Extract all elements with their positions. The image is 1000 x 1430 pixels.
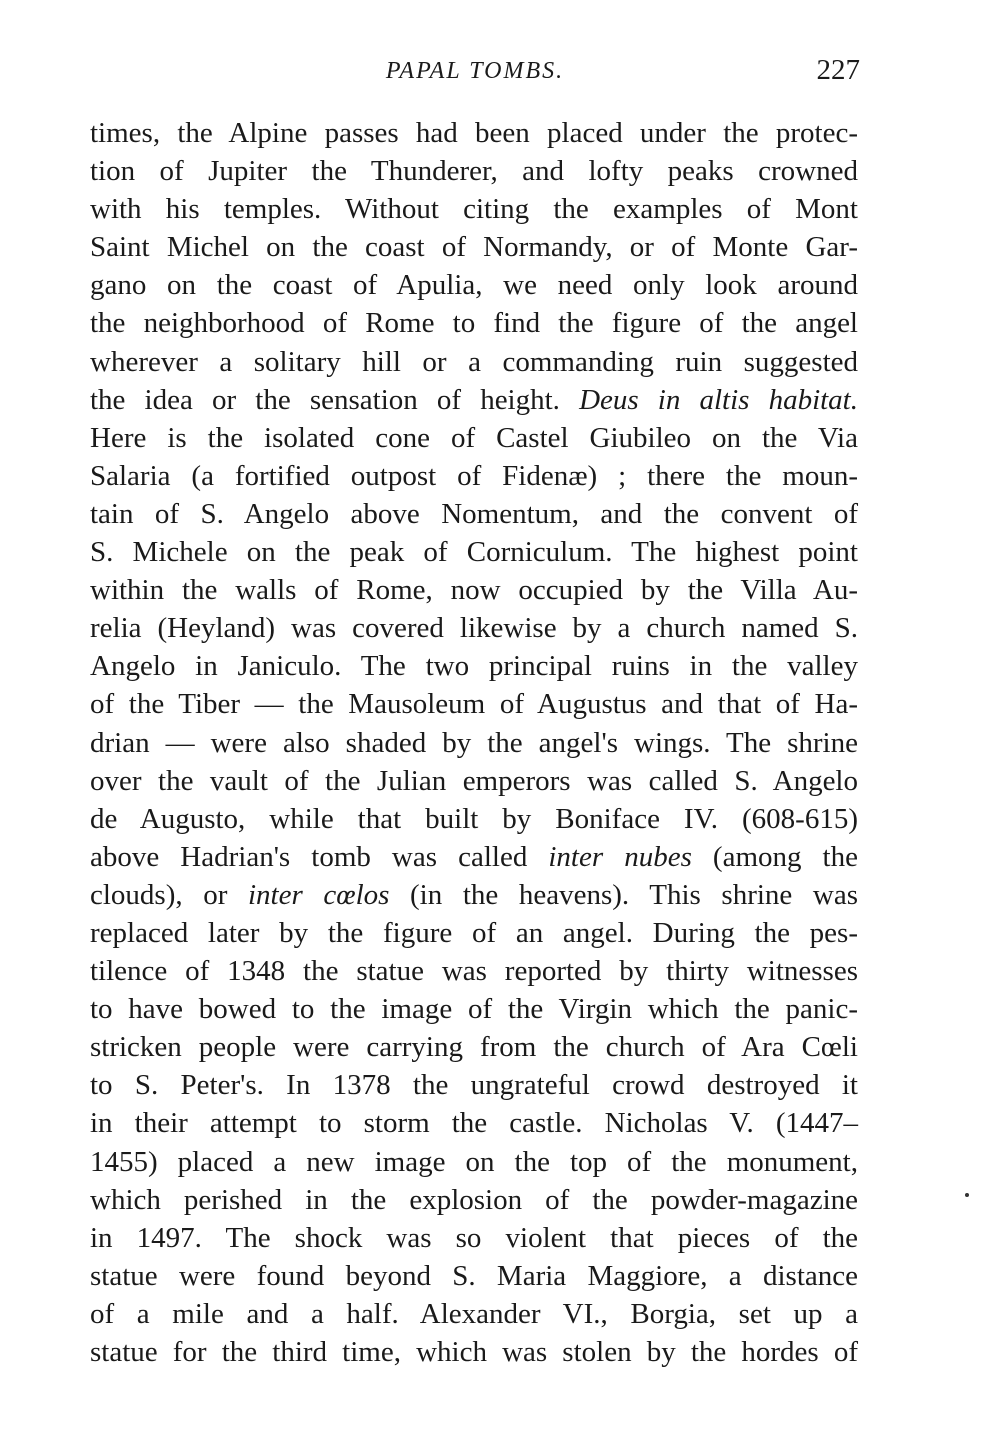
text-line: statue for the third time, which was stolen by the hordes of	[90, 1336, 858, 1368]
text-line: the idea or the sensation of height. Deus in altis habitat.	[90, 383, 858, 416]
text-line: Angelo in Janiculo. The two principal ruins in the valley	[90, 650, 858, 683]
text-line: the neighborhood of Rome to find the figure of the angel	[90, 307, 858, 340]
text-line: which perished in the explosion of the powder-magazine	[90, 1183, 858, 1216]
text-line: with his temples. Without citing the examples of Mont	[90, 193, 858, 226]
text-line: clouds), or inter cœlos (in the heavens). This shrine was	[90, 878, 858, 911]
text-line: above Hadrian's tomb was called inter nubes (among the	[90, 840, 858, 873]
text-line: stricken people were carrying from the church of Ara Cœli	[90, 1031, 858, 1064]
text-line: Saint Michel on the coast of Normandy, or of Monte Gar-	[90, 231, 858, 264]
text-line: tain of S. Angelo above Nomentum, and the convent of	[90, 497, 858, 530]
text-line: replaced later by the figure of an angel. During the pes-	[90, 916, 858, 949]
text-line: of the Tiber — the Mausoleum of Augustus and that of Ha-	[90, 688, 858, 721]
text-line: to S. Peter's. In 1378 the ungrateful crowd destroyed it	[90, 1069, 858, 1102]
text-line: over the vault of the Julian emperors was called S. Angelo	[90, 764, 858, 797]
page-number: 227	[816, 54, 860, 86]
ink-speck	[965, 1193, 969, 1197]
text-line: statue were found beyond S. Maria Maggiore, a distance	[90, 1259, 858, 1292]
body-text	[90, 114, 858, 1371]
text-line: gano on the coast of Apulia, we need only look around	[90, 269, 858, 302]
italic-phrase: Deus in altis habitat.	[579, 383, 858, 416]
running-head	[90, 54, 860, 98]
text-line: to have bowed to the image of the Virgin which the panic-	[90, 993, 858, 1026]
text-line: wherever a solitary hill or a commanding ruin suggested	[90, 345, 858, 378]
text-line: times, the Alpine passes had been placed under the protec-	[90, 117, 858, 149]
text-line: of a mile and a half. Alexander VI., Borgia, set up a	[90, 1297, 858, 1330]
italic-phrase: inter nubes	[548, 840, 692, 873]
text-line: S. Michele on the peak of Corniculum. The highest point	[90, 536, 858, 569]
text-line: relia (Heyland) was covered likewise by a church named S.	[90, 612, 858, 645]
text-line: in their attempt to storm the castle. Nicholas V. (1447–	[90, 1107, 858, 1140]
text-line: Here is the isolated cone of Castel Giubileo on the Via	[90, 421, 858, 454]
text-line: tion of Jupiter the Thunderer, and lofty peaks crowned	[90, 155, 858, 188]
text-line: de Augusto, while that built by Boniface IV. (608-615)	[90, 802, 858, 835]
text-line: Salaria (a fortified outpost of Fidenæ) ; there the moun-	[90, 459, 858, 492]
running-title: PAPAL TOMBS.	[385, 58, 565, 84]
text-line: 1455) placed a new image on the top of the monument,	[90, 1145, 858, 1178]
text-line: tilence of 1348 the statue was reported by thirty witnesses	[90, 955, 858, 988]
text-line: drian — were also shaded by the angel's wings. The shrine	[90, 726, 858, 759]
italic-phrase: inter cœlos	[247, 878, 390, 911]
text-line: within the walls of Rome, now occupied by the Villa Au-	[90, 574, 858, 607]
text-line: in 1497. The shock was so violent that pieces of the	[90, 1221, 858, 1254]
